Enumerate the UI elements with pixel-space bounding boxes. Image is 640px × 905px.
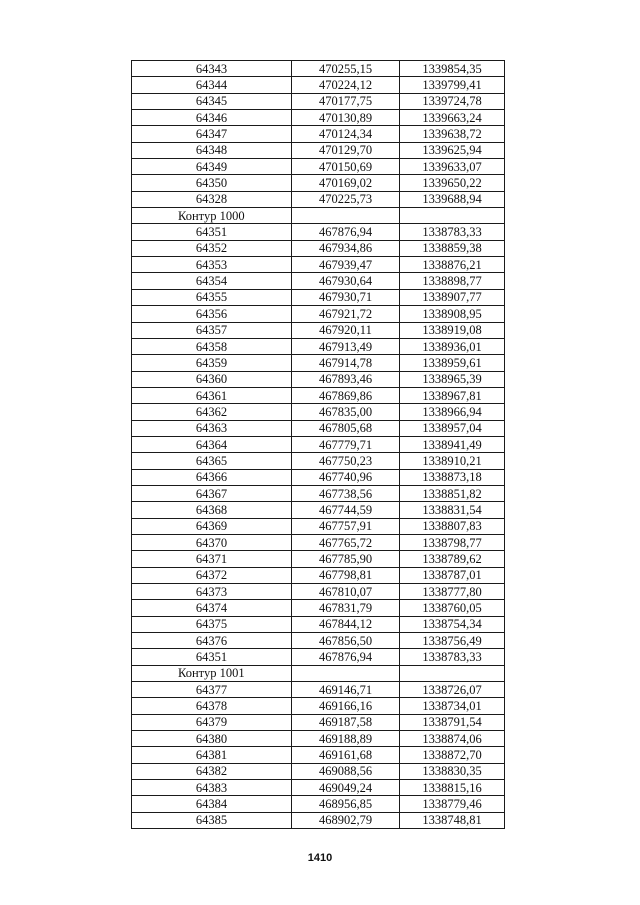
point-id-cell: 64360 — [132, 371, 292, 387]
table-row — [132, 322, 505, 338]
y-coordinate-cell: 1338872,70 — [400, 747, 505, 763]
point-id-cell: 64384 — [132, 796, 292, 812]
y-coordinate-cell: 1338908,95 — [400, 306, 505, 322]
y-coordinate-cell: 1338789,62 — [400, 551, 505, 567]
y-coordinate-cell: 1338859,38 — [400, 240, 505, 256]
coordinates-table-body — [132, 61, 505, 829]
table-row — [132, 240, 505, 256]
point-id-cell: 64365 — [132, 453, 292, 469]
table-row — [132, 289, 505, 305]
y-coordinate-cell: 1338726,07 — [400, 682, 505, 698]
point-id-cell: 64343 — [132, 61, 292, 77]
point-id-cell: 64358 — [132, 338, 292, 354]
x-coordinate-cell: 467738,56 — [292, 485, 400, 501]
y-coordinate-cell: 1339650,22 — [400, 175, 505, 191]
table-row — [132, 355, 505, 371]
y-coordinate-cell: 1338815,16 — [400, 780, 505, 796]
point-id-cell: 64364 — [132, 436, 292, 452]
table-row — [132, 306, 505, 322]
y-coordinate-cell: 1338874,06 — [400, 731, 505, 747]
table-row — [132, 731, 505, 747]
table-row — [132, 159, 505, 175]
point-id-cell: 64347 — [132, 126, 292, 142]
table-row — [132, 763, 505, 779]
y-coordinate-cell: 1338756,49 — [400, 633, 505, 649]
point-id-cell: 64382 — [132, 763, 292, 779]
y-coordinate-cell: 1338783,33 — [400, 224, 505, 240]
x-coordinate-cell: 467913,49 — [292, 338, 400, 354]
y-coordinate-cell: 1339638,72 — [400, 126, 505, 142]
y-coordinate-cell: 1338798,77 — [400, 534, 505, 550]
point-id-cell: 64344 — [132, 77, 292, 93]
point-id-cell: 64373 — [132, 584, 292, 600]
x-coordinate-cell: 467740,96 — [292, 469, 400, 485]
x-coordinate-cell: 467744,59 — [292, 502, 400, 518]
y-coordinate-cell: 1338966,94 — [400, 404, 505, 420]
table-row — [132, 142, 505, 158]
point-id-cell: 64349 — [132, 159, 292, 175]
x-coordinate-cell: 467876,94 — [292, 649, 400, 665]
table-row — [132, 453, 505, 469]
point-id-cell: 64361 — [132, 387, 292, 403]
y-coordinate-cell: 1338779,46 — [400, 796, 505, 812]
y-coordinate-cell: 1338967,81 — [400, 387, 505, 403]
x-coordinate-cell: 467893,46 — [292, 371, 400, 387]
x-coordinate-cell: 467798,81 — [292, 567, 400, 583]
x-coordinate-cell: 467914,78 — [292, 355, 400, 371]
x-coordinate-cell: 470130,89 — [292, 110, 400, 126]
table-row — [132, 257, 505, 273]
point-id-cell: 64383 — [132, 780, 292, 796]
point-id-cell: 64376 — [132, 633, 292, 649]
point-id-cell: 64346 — [132, 110, 292, 126]
table-row — [132, 616, 505, 632]
x-coordinate-cell: 467921,72 — [292, 306, 400, 322]
x-coordinate-cell: 469187,58 — [292, 714, 400, 730]
table-row — [132, 551, 505, 567]
point-id-cell: 64369 — [132, 518, 292, 534]
y-coordinate-cell: 1339799,41 — [400, 77, 505, 93]
table-row — [132, 633, 505, 649]
point-id-cell: 64371 — [132, 551, 292, 567]
y-coordinate-cell: 1338959,61 — [400, 355, 505, 371]
table-row — [132, 338, 505, 354]
contour-header-row — [132, 208, 505, 224]
y-coordinate-cell: 1339663,24 — [400, 110, 505, 126]
table-row — [132, 371, 505, 387]
y-coordinate-cell: 1338807,83 — [400, 518, 505, 534]
y-coordinate-cell: 1338873,18 — [400, 469, 505, 485]
x-coordinate-cell: 467856,50 — [292, 633, 400, 649]
y-coordinate-cell: 1338831,54 — [400, 502, 505, 518]
point-id-cell: 64366 — [132, 469, 292, 485]
table-row — [132, 682, 505, 698]
y-coordinate-cell: 1338910,21 — [400, 453, 505, 469]
x-coordinate-cell: 470177,75 — [292, 93, 400, 109]
point-id-cell: 64352 — [132, 240, 292, 256]
x-coordinate-cell: 467757,91 — [292, 518, 400, 534]
y-coordinate-cell: 1338965,39 — [400, 371, 505, 387]
y-coordinate-cell: 1338919,08 — [400, 322, 505, 338]
table-row — [132, 175, 505, 191]
coordinates-table — [131, 60, 505, 829]
y-coordinate-cell: 1338830,35 — [400, 763, 505, 779]
point-id-cell: 64372 — [132, 567, 292, 583]
y-coordinate-cell: 1338787,01 — [400, 567, 505, 583]
table-row — [132, 812, 505, 828]
x-coordinate-cell: 469049,24 — [292, 780, 400, 796]
x-coordinate-cell: 470224,12 — [292, 77, 400, 93]
x-coordinate-cell: 469088,56 — [292, 763, 400, 779]
point-id-cell: 64357 — [132, 322, 292, 338]
table-row — [132, 567, 505, 583]
x-coordinate-cell: 470150,69 — [292, 159, 400, 175]
y-coordinate-cell: 1338907,77 — [400, 289, 505, 305]
table-row — [132, 584, 505, 600]
x-coordinate-cell: 467805,68 — [292, 420, 400, 436]
table-row — [132, 714, 505, 730]
x-coordinate-cell: 468902,79 — [292, 812, 400, 828]
table-row — [132, 224, 505, 240]
y-coordinate-cell: 1338851,82 — [400, 485, 505, 501]
y-coordinate-cell: 1339688,94 — [400, 191, 505, 207]
empty-cell — [400, 208, 505, 224]
point-id-cell: 64375 — [132, 616, 292, 632]
x-coordinate-cell: 467930,64 — [292, 273, 400, 289]
x-coordinate-cell: 469166,16 — [292, 698, 400, 714]
x-coordinate-cell: 467930,71 — [292, 289, 400, 305]
y-coordinate-cell: 1339633,07 — [400, 159, 505, 175]
x-coordinate-cell: 470169,02 — [292, 175, 400, 191]
y-coordinate-cell: 1338941,49 — [400, 436, 505, 452]
contour-header-row — [132, 665, 505, 681]
y-coordinate-cell: 1338748,81 — [400, 812, 505, 828]
y-coordinate-cell: 1338936,01 — [400, 338, 505, 354]
table-row — [132, 780, 505, 796]
x-coordinate-cell: 467869,86 — [292, 387, 400, 403]
x-coordinate-cell: 467810,07 — [292, 584, 400, 600]
y-coordinate-cell: 1338876,21 — [400, 257, 505, 273]
table-row — [132, 698, 505, 714]
point-id-cell: 64385 — [132, 812, 292, 828]
table-row — [132, 61, 505, 77]
point-id-cell: 64355 — [132, 289, 292, 305]
table-row — [132, 387, 505, 403]
x-coordinate-cell: 470124,34 — [292, 126, 400, 142]
table-row — [132, 485, 505, 501]
contour-label: Контур 1000 — [132, 208, 292, 224]
table-row — [132, 600, 505, 616]
x-coordinate-cell: 467939,47 — [292, 257, 400, 273]
point-id-cell: 64351 — [132, 649, 292, 665]
x-coordinate-cell: 470255,15 — [292, 61, 400, 77]
x-coordinate-cell: 469161,68 — [292, 747, 400, 763]
y-coordinate-cell: 1338957,04 — [400, 420, 505, 436]
point-id-cell: 64370 — [132, 534, 292, 550]
y-coordinate-cell: 1338754,34 — [400, 616, 505, 632]
y-coordinate-cell: 1339854,35 — [400, 61, 505, 77]
x-coordinate-cell: 469146,71 — [292, 682, 400, 698]
table-row — [132, 534, 505, 550]
point-id-cell: 64381 — [132, 747, 292, 763]
x-coordinate-cell: 467765,72 — [292, 534, 400, 550]
x-coordinate-cell: 467785,90 — [292, 551, 400, 567]
page-number: 1410 — [307, 852, 333, 864]
x-coordinate-cell: 467831,79 — [292, 600, 400, 616]
x-coordinate-cell: 468956,85 — [292, 796, 400, 812]
table-row — [132, 273, 505, 289]
point-id-cell: 64368 — [132, 502, 292, 518]
table-row — [132, 404, 505, 420]
table-row — [132, 747, 505, 763]
y-coordinate-cell: 1338734,01 — [400, 698, 505, 714]
table-row — [132, 649, 505, 665]
empty-cell — [292, 208, 400, 224]
table-row — [132, 93, 505, 109]
point-id-cell: 64356 — [132, 306, 292, 322]
x-coordinate-cell: 470225,73 — [292, 191, 400, 207]
point-id-cell: 64374 — [132, 600, 292, 616]
y-coordinate-cell: 1338760,05 — [400, 600, 505, 616]
y-coordinate-cell: 1338783,33 — [400, 649, 505, 665]
point-id-cell: 64363 — [132, 420, 292, 436]
x-coordinate-cell: 467876,94 — [292, 224, 400, 240]
table-row — [132, 77, 505, 93]
point-id-cell: 64353 — [132, 257, 292, 273]
point-id-cell: 64348 — [132, 142, 292, 158]
point-id-cell: 64328 — [132, 191, 292, 207]
table-row — [132, 796, 505, 812]
x-coordinate-cell: 467934,86 — [292, 240, 400, 256]
point-id-cell: 64362 — [132, 404, 292, 420]
point-id-cell: 64351 — [132, 224, 292, 240]
y-coordinate-cell: 1338791,54 — [400, 714, 505, 730]
point-id-cell: 64380 — [132, 731, 292, 747]
x-coordinate-cell: 467844,12 — [292, 616, 400, 632]
table-row — [132, 191, 505, 207]
table-row — [132, 110, 505, 126]
point-id-cell: 64367 — [132, 485, 292, 501]
table-row — [132, 436, 505, 452]
contour-label: Контур 1001 — [132, 665, 292, 681]
point-id-cell: 64350 — [132, 175, 292, 191]
x-coordinate-cell: 470129,70 — [292, 142, 400, 158]
y-coordinate-cell: 1338898,77 — [400, 273, 505, 289]
point-id-cell: 64378 — [132, 698, 292, 714]
y-coordinate-cell: 1338777,80 — [400, 584, 505, 600]
point-id-cell: 64345 — [132, 93, 292, 109]
table-row — [132, 469, 505, 485]
point-id-cell: 64379 — [132, 714, 292, 730]
table-row — [132, 420, 505, 436]
y-coordinate-cell: 1339625,94 — [400, 142, 505, 158]
y-coordinate-cell: 1339724,78 — [400, 93, 505, 109]
empty-cell — [400, 665, 505, 681]
x-coordinate-cell: 467750,23 — [292, 453, 400, 469]
x-coordinate-cell: 467779,71 — [292, 436, 400, 452]
x-coordinate-cell: 469188,89 — [292, 731, 400, 747]
table-row — [132, 518, 505, 534]
x-coordinate-cell: 467835,00 — [292, 404, 400, 420]
table-row — [132, 502, 505, 518]
point-id-cell: 64359 — [132, 355, 292, 371]
point-id-cell: 64377 — [132, 682, 292, 698]
x-coordinate-cell: 467920,11 — [292, 322, 400, 338]
point-id-cell: 64354 — [132, 273, 292, 289]
table-row — [132, 126, 505, 142]
empty-cell — [292, 665, 400, 681]
